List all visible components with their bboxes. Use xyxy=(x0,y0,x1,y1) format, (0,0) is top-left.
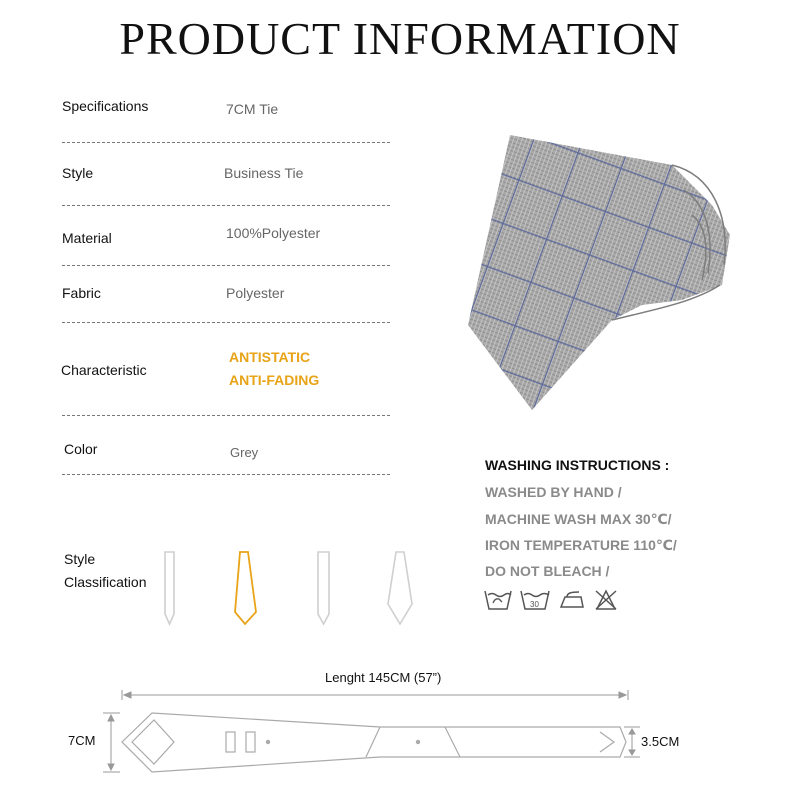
hand-wash-icon xyxy=(485,591,511,609)
spec-divider xyxy=(62,265,390,266)
wide-end-label: 7CM xyxy=(68,733,96,748)
spec-value-style: Business Tie xyxy=(224,165,304,181)
machine-wash-30-icon xyxy=(521,591,549,609)
characteristic-anti-fading: ANTI-FADING xyxy=(229,372,320,388)
wash-temp-label: 30 xyxy=(530,600,539,609)
straight-tie-icon xyxy=(318,552,329,624)
spec-label-fabric: Fabric xyxy=(62,285,101,301)
washing-line: MACHINE WASH MAX 30℃/ xyxy=(485,511,672,527)
style-classification-label: Style Classification xyxy=(64,551,147,590)
length-label: Lenght 145CM (57”) xyxy=(325,670,442,685)
wide-end-arrow xyxy=(103,713,120,772)
spec-value-characteristic xyxy=(229,346,319,392)
standard-tie-icon xyxy=(235,552,256,624)
washing-line: WASHED BY HAND / xyxy=(485,484,622,500)
washing-title: WASHING INSTRUCTIONS : xyxy=(485,457,670,473)
spec-label-style: Style xyxy=(62,165,94,181)
spec-label-specifications: Specifications xyxy=(62,98,149,114)
characteristic-antistatic: ANTISTATIC xyxy=(229,349,311,365)
tie-body xyxy=(468,135,730,410)
washing-icons xyxy=(483,585,623,617)
tie-loop-marks xyxy=(266,740,420,744)
washing-line: DO NOT BLEACH / xyxy=(485,563,610,579)
spec-divider xyxy=(62,474,390,475)
tie-flat-outline xyxy=(122,713,626,772)
page-title: PRODUCT INFORMATION xyxy=(119,13,681,64)
spec-divider xyxy=(62,142,390,143)
tie-product-image xyxy=(462,135,752,425)
spec-divider xyxy=(62,322,390,323)
tie-dimension-diagram xyxy=(0,680,800,800)
spec-label-color: Color xyxy=(64,441,98,457)
spec-value-specifications: 7CM Tie xyxy=(226,101,279,117)
style-classification-options xyxy=(152,548,422,630)
spec-label-material: Material xyxy=(62,230,112,246)
spec-label-characteristic: Characteristic xyxy=(61,362,147,378)
iron-icon xyxy=(561,592,583,607)
length-arrow xyxy=(122,690,628,700)
spec-value-material: 100%Polyester xyxy=(226,225,321,241)
spec-value-fabric: Polyester xyxy=(226,285,285,301)
spec-divider xyxy=(62,415,390,416)
spec-divider xyxy=(62,205,390,206)
washing-line: IRON TEMPERATURE 110℃/ xyxy=(485,537,677,553)
narrow-end-label: 3.5CM xyxy=(641,734,680,749)
do-not-bleach-icon xyxy=(596,591,616,609)
spec-value-color: Grey xyxy=(230,445,259,460)
skinny-tie-icon xyxy=(165,552,174,624)
wide-tie-icon xyxy=(388,552,412,624)
